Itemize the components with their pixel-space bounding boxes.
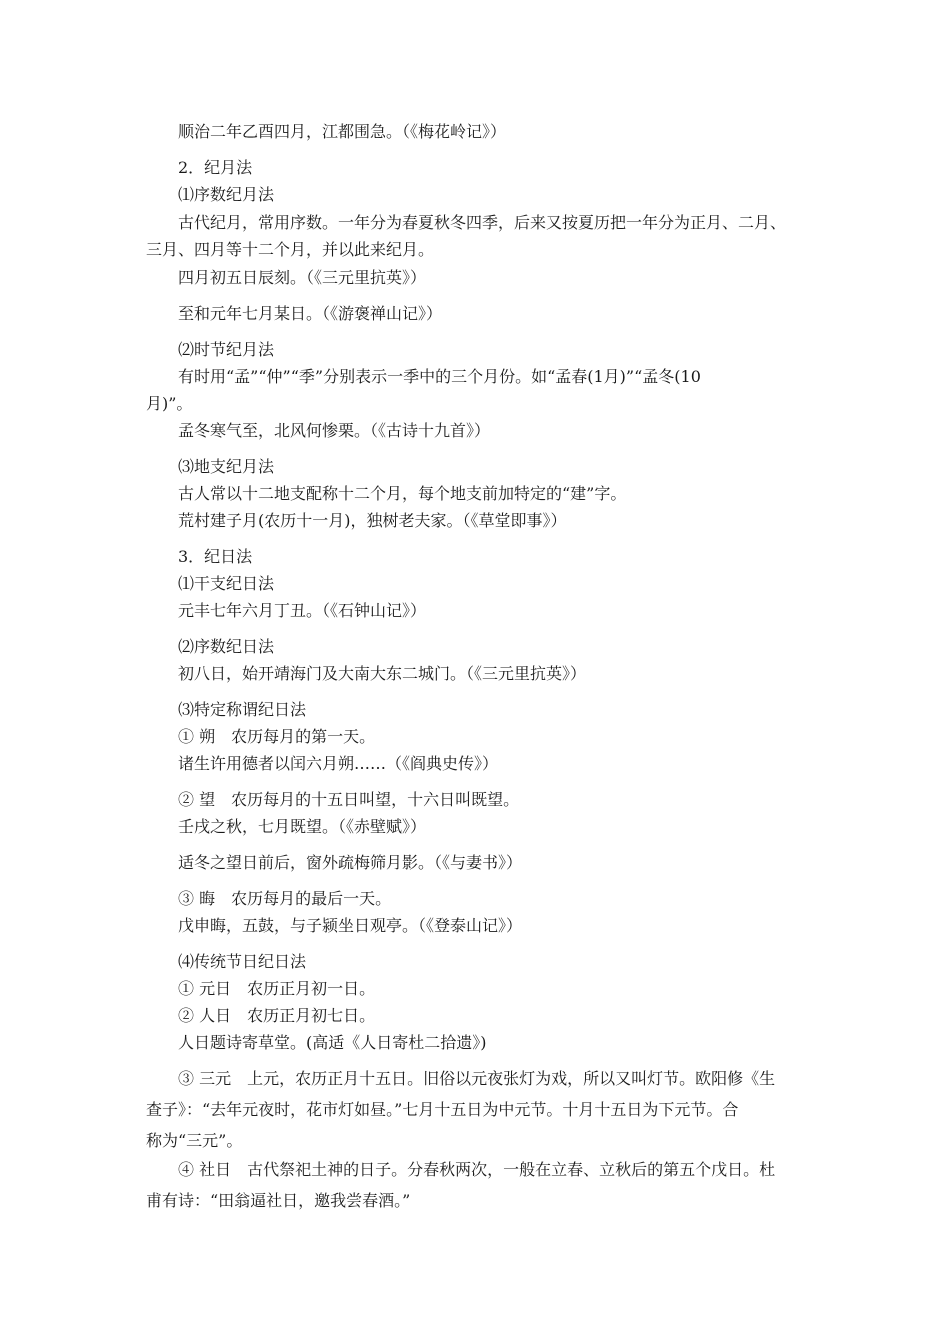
example-line-22: 诸生许用德者以闰六月朔……（《阎典史传》） <box>178 754 499 773</box>
text-line-9: 有时用“孟”“仲”“季”分别表示一季中的三个月份。如“孟春(1月)”“孟冬(10 <box>178 367 701 386</box>
text-line-10: 月)”。 <box>146 394 193 413</box>
example-line-17: 元丰七年六月丁丑。（《石钟山记》） <box>178 601 427 620</box>
example-line-25: 适冬之望日前后，窗外疏梅筛月影。（《与妻书》） <box>178 853 523 872</box>
example-line-14: 荒村建子月(农历十一月)，独树老夫家。（《草堂即事》） <box>178 511 567 530</box>
text-line-23: ② 望 农历每月的十五日叫望，十六日叫既望。 <box>178 790 520 809</box>
text-line-33: 查子》：“去年元夜时，花市灯如昼。”七月十五日为中元节。十月十五日为下元节。合 <box>146 1100 739 1119</box>
text-line-1: 顺治二年乙酉四月，江都围急。（《梅花岭记》） <box>178 122 507 141</box>
text-line-30: ② 人日 农历正月初七日。 <box>178 1006 376 1025</box>
example-line-6: 四月初五日辰刻。（《三元里抗英》） <box>178 268 427 287</box>
text-line-5: 三月、四月等十二个月，并以此来纪月。 <box>146 240 435 259</box>
text-line-32: ③ 三元 上元，农历正月十五日。旧俗以元夜张灯为戏，所以又叫灯节。欧阳修《生 <box>178 1069 776 1088</box>
subheading-season-month: ⑵时节纪月法 <box>178 340 275 359</box>
example-line-24: 壬戌之秋，七月既望。（《赤壁赋》） <box>178 817 427 836</box>
text-line-29: ① 元日 农历正月初一日。 <box>178 979 376 998</box>
example-line-11: 孟冬寒气至，北风何惨栗。（《古诗十九首》） <box>178 421 491 440</box>
subheading-ganzhi-day: ⑴干支纪日法 <box>178 574 275 593</box>
example-line-19: 初八日，始开靖海门及大南大东二城门。（《三元里抗英》） <box>178 664 587 683</box>
subheading-special-day: ⑶特定称谓纪日法 <box>178 700 307 719</box>
text-line-13: 古人常以十二地支配称十二个月，每个地支前加特定的“建”字。 <box>178 484 627 503</box>
text-line-36: 甫有诗：“田翁逼社日，邀我尝春酒。” <box>146 1191 411 1210</box>
text-line-4: 古代纪月，常用序数。一年分为春夏秋冬四季，后来又按夏历把一年分为正月、二月、 <box>178 213 787 232</box>
example-line-27: 戊申晦，五鼓，与子颍坐日观亭。（《登泰山记》） <box>178 916 523 935</box>
text-line-26: ③ 晦 农历每月的最后一天。 <box>178 889 392 908</box>
example-line-31: 人日题诗寄草堂。(高适《人日寄杜二拾遗》) <box>178 1033 487 1052</box>
subheading-branch-month: ⑶地支纪月法 <box>178 457 275 476</box>
subheading-ordinal-day: ⑵序数纪日法 <box>178 637 275 656</box>
subheading-ordinal-month: ⑴序数纪月法 <box>178 185 275 204</box>
section-heading-month-dating: 2．纪月法 <box>178 158 253 177</box>
example-line-7: 至和元年七月某日。（《游褒禅山记》） <box>178 304 443 323</box>
text-line-34: 称为“三元”。 <box>146 1131 243 1150</box>
text-line-35: ④ 社日 古代祭祀土神的日子。分春秋两次，一般在立春、立秋后的第五个戊日。杜 <box>178 1160 776 1179</box>
subheading-festival-day: ⑷传统节日纪日法 <box>178 952 307 971</box>
text-line-21: ① 朔 农历每月的第一天。 <box>178 727 376 746</box>
section-heading-day-dating: 3．纪日法 <box>178 547 253 566</box>
